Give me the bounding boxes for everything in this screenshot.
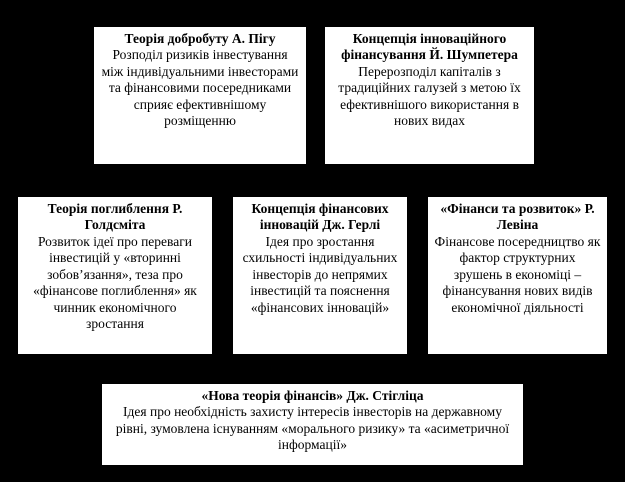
concept-box-title: Концепція інноваційного фінансування Й. Шумпетера (341, 31, 518, 63)
concept-box-title: «Фінанси та розвиток» Р. Левіна (440, 201, 595, 233)
concept-box-pigou (93, 26, 307, 165)
concept-box-body: Розподіл ризиків інвестування між індивідуальними інвесторами та фінансовими посередниками сприяє ефективнішому розміщенню (101, 47, 299, 129)
concept-box-gurley (232, 196, 408, 355)
concept-box-title: Теорія поглиблення Р. Голдсміта (47, 201, 183, 233)
concept-box-stiglitz (101, 383, 524, 466)
concept-box-body: Ідея про зростання схильності індивідуальних інвесторів до непрямих інвестицій та пояснення «фінансових інновацій» (242, 233, 398, 315)
concept-box-title: Концепція фінансових інновацій Дж. Герлі (251, 201, 389, 233)
concept-box-schumpeter (324, 26, 535, 165)
concept-box-body: Фінансове посередництво як фактор структурних зрушень в економіці – фінансування нових видів економічної діяльності (434, 233, 601, 315)
concept-box-body: Розвиток ідеї про переваги інвестицій у «вторинні зобов’язання», теза про «фінансове поглиблення» як чинник економічного зростання (33, 233, 197, 332)
concept-box-goldsmith (17, 196, 213, 355)
concept-box-title: «Нова теорія фінансів» Дж. Стігліца (201, 388, 424, 403)
concept-box-body: Перерозподіл капіталів з традиційних галузей з метою їх ефективнішого використання в нових видах (338, 63, 521, 129)
concept-box-title: Теорія добробуту А. Пігу (124, 31, 276, 46)
concept-box-levine (427, 196, 608, 355)
concept-box-body: Ідея про необхідність захисту інтересів інвесторів на державному рівні, зумовлена існуванням «морального ризику» та «асиметричної інформації» (115, 404, 510, 453)
